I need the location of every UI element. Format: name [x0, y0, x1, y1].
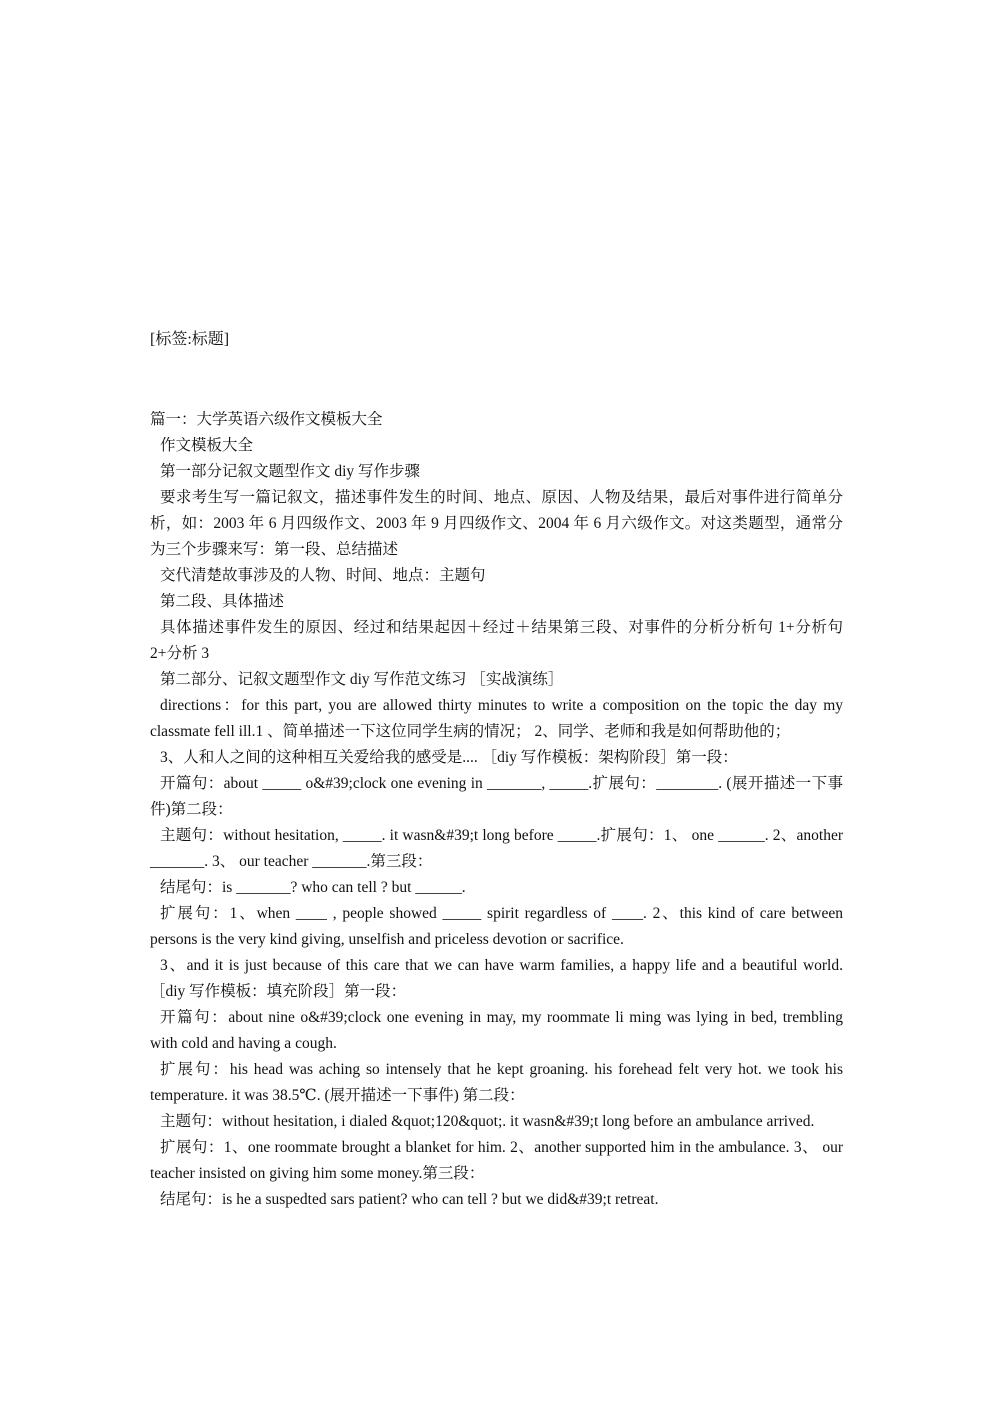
text-line: 主题句：without hesitation, i dialed &quot;120&quot;. it wasn&#39;t long before an ambulance arrived. — [160, 1113, 815, 1130]
text-line: directions：for this part, you are allowed thirty minutes to write a composition on the topic the day my classmate fell ill.1 、简单描述一下这位同学生病的情况； 2、同学、老师和我是如何帮助他的； — [150, 697, 843, 740]
text-line: 扩展句：1、when ____ , people showed _____ spirit regardless of ____. 2、this kind of care between persons is the very kind giving, unselfish and priceless devotion or sacrifice. — [150, 905, 843, 948]
text-line: 作文模板大全 — [160, 437, 254, 454]
text-line: 3、人和人之间的这种相互关爱给我的感受是.... ［diy 写作模板：架构阶段］第一段： — [160, 749, 738, 766]
text-line: 第二部分、记叙文题型作文 diy 写作范文练习 ［实战演练］ — [160, 671, 564, 688]
text-line: 结尾句：is he a suspedted sars patient? who can tell ? but we did&#39;t retreat. — [160, 1191, 659, 1208]
text-line: 第二段、具体描述 — [160, 593, 285, 610]
text-line: 主题句：without hesitation, _____. it wasn&#39;t long before _____.扩展句：1、 one ______. 2、another _______. 3、 our teacher _______.第三段： — [150, 827, 843, 870]
text-line: 开篇句：about nine o&#39;clock one evening in may, my roommate li ming was lying in bed, trembling with cold and having a cough. — [150, 1009, 843, 1052]
text-line: 交代清楚故事涉及的人物、时间、地点：主题句 — [160, 567, 486, 584]
text-line: 3、and it is just because of this care that we can have warm families, a happy life and a beautiful world. ［diy 写作模板：填充阶段］第一段： — [150, 957, 843, 1000]
text-line: 要求考生写一篇记叙文，描述事件发生的时间、地点、原因、人物及结果，最后对事件进行简单分析，如：2003 年 6 月四级作文、2003 年 9 月四级作文、2004 年 6 月六级作文。对这类题型，通常分为三个步骤来写：第一段、总结描述 — [150, 489, 843, 558]
text-line: 第一部分记叙文题型作文 diy 写作步骤 — [160, 463, 421, 480]
text-line: 开篇句：about _____ o&#39;clock one evening in _______, _____.扩展句：________. (展开描述一下事件)第二段： — [150, 775, 843, 818]
title-tag: [标签:标题] — [150, 331, 230, 348]
text-line: 扩展句：1、one roommate brought a blanket for him. 2、another supported him in the ambulance. 3、 our teacher insisted on giving him some money.第三段： — [150, 1139, 843, 1182]
text-line: 结尾句：is _______? who can tell ? but ______. — [160, 879, 466, 896]
text-line: 扩展句：his head was aching so intensely that he kept groaning. his forehead felt very hot. we took his temperature. it was 38.5℃. (展开描述一下事件) 第二段： — [150, 1061, 843, 1104]
text-line: 具体描述事件发生的原因、经过和结果起因＋经过＋结果第三段、对事件的分析分析句 1+分析句 2+分析 3 — [150, 619, 843, 662]
text-line: 篇一：大学英语六级作文模板大全 — [150, 411, 383, 428]
document-body — [150, 407, 843, 1213]
